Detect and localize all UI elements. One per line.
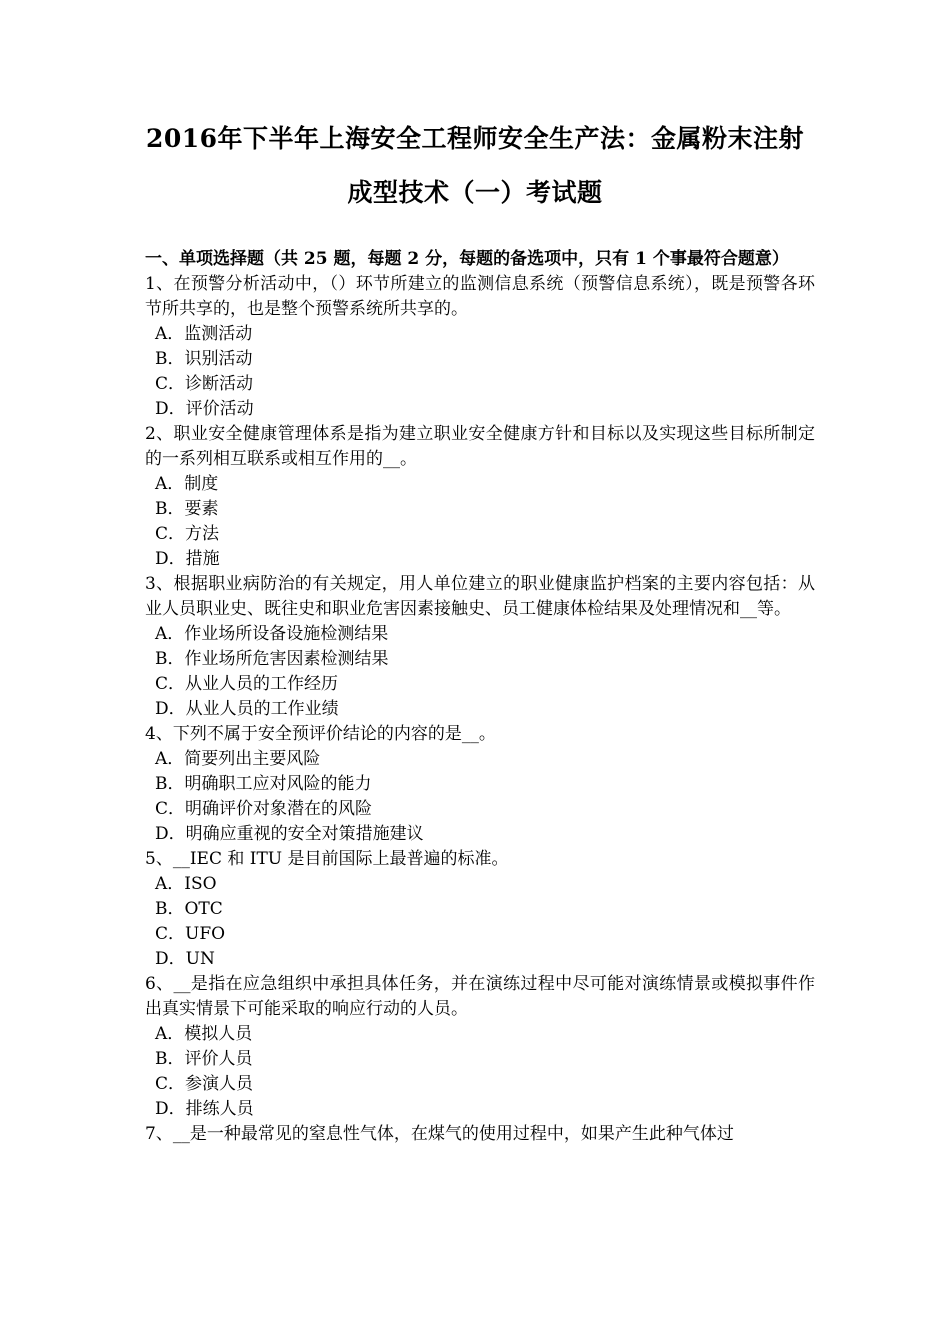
question-2 <box>145 422 815 572</box>
option-d: D．排练人员 <box>155 1099 254 1119</box>
option-d: D．从业人员的工作业绩 <box>155 699 339 719</box>
option-b: B．要素 <box>155 499 219 519</box>
question-5 <box>145 847 815 972</box>
document-title-line-2: 成型技术（一）考试题 <box>347 178 603 207</box>
question-stem: 5、__IEC 和 ITU 是目前国际上最普遍的标准。 <box>145 849 509 869</box>
option-c: C．参演人员 <box>155 1074 254 1094</box>
option-a: A．监测活动 <box>155 324 253 344</box>
option-b: B．评价人员 <box>155 1049 253 1069</box>
option-c: C．UFO <box>155 924 226 944</box>
document-title-line-1: 2016年下半年上海安全工程师安全生产法：金属粉末注射 <box>145 124 805 153</box>
question-stem: 1、在预警分析活动中，（）环节所建立的监测信息系统（预警信息系统），既是预警各环节所共享的，也是整个预警系统所共享的。 <box>145 274 815 319</box>
question-stem: 3、根据职业病防治的有关规定，用人单位建立的职业健康监护档案的主要内容包括：从业人员职业史、既往史和职业危害因素接触史、员工健康体检结果及处理情况和__等。 <box>145 574 815 619</box>
option-d: D．评价活动 <box>155 399 254 419</box>
option-c: C．诊断活动 <box>155 374 254 394</box>
option-b: B．OTC <box>155 899 223 919</box>
question-stem: 2、职业安全健康管理体系是指为建立职业安全健康方针和目标以及实现这些目标所制定的一系列相互联系或相互作用的__。 <box>145 424 815 469</box>
question-4 <box>145 722 815 847</box>
option-d: D．UN <box>155 949 215 969</box>
option-d: D．措施 <box>155 549 220 569</box>
question-7 <box>145 1122 815 1147</box>
option-b: B．作业场所危害因素检测结果 <box>155 649 389 669</box>
option-a: A．制度 <box>155 474 219 494</box>
question-stem: 4、下列不属于安全预评价结论的内容的是__。 <box>145 724 496 744</box>
option-a: A．模拟人员 <box>155 1024 253 1044</box>
option-a: A．ISO <box>155 874 217 894</box>
document-body <box>145 247 815 1147</box>
option-a: A．简要列出主要风险 <box>155 749 321 769</box>
question-3 <box>145 572 815 722</box>
option-b: B．识别活动 <box>155 349 253 369</box>
section-heading: 一、单项选择题（共 25 题，每题 2 分，每题的备选项中，只有 1 个事最符合题意） <box>145 249 789 269</box>
option-b: B．明确职工应对风险的能力 <box>155 774 372 794</box>
question-1 <box>145 272 815 422</box>
question-6 <box>145 972 815 1122</box>
option-c: C．方法 <box>155 524 220 544</box>
option-a: A．作业场所设备设施检测结果 <box>155 624 389 644</box>
option-c: C．从业人员的工作经历 <box>155 674 339 694</box>
option-d: D．明确应重视的安全对策措施建议 <box>155 824 424 844</box>
question-stem: 7、__是一种最常见的窒息性气体，在煤气的使用过程中，如果产生此种气体过 <box>145 1124 734 1144</box>
question-stem: 6、__是指在应急组织中承担具体任务，并在演练过程中尽可能对演练情景或模拟事件作出真实情景下可能采取的响应行动的人员。 <box>145 974 815 1019</box>
option-c: C．明确评价对象潜在的风险 <box>155 799 373 819</box>
